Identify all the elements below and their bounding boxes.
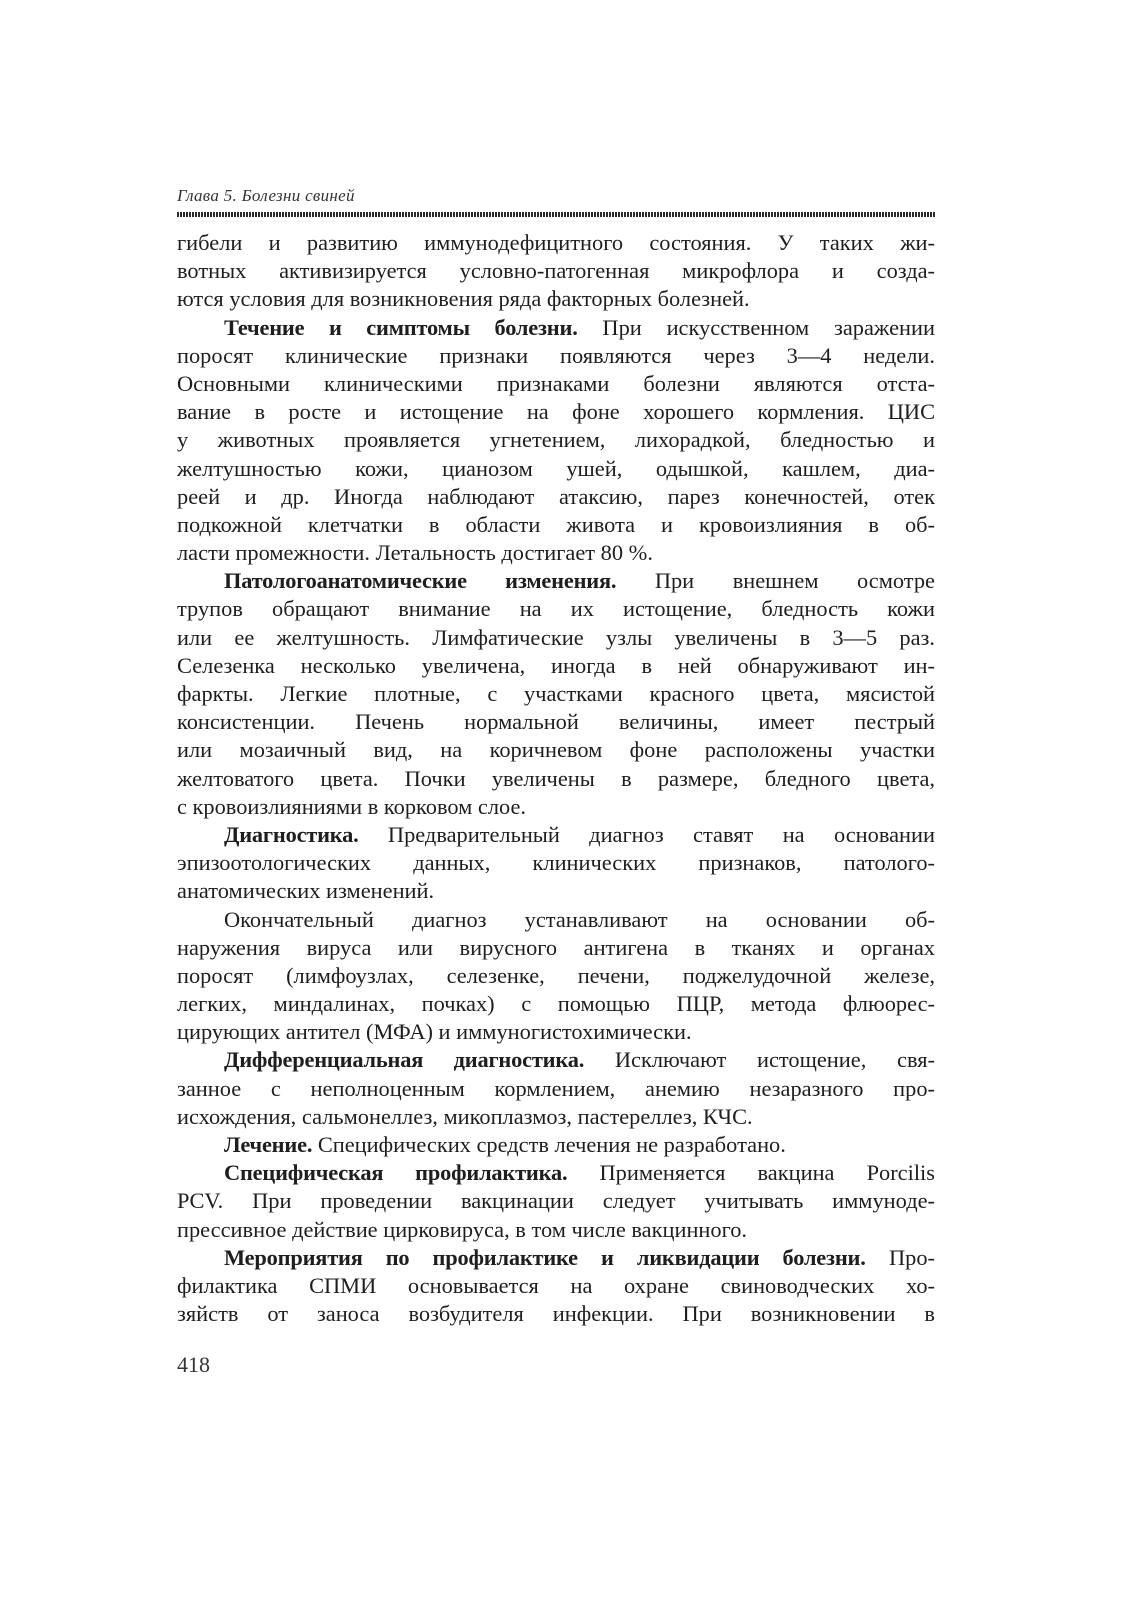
text-line: ются условия для возникновения ряда факторных болезней. [177, 286, 750, 312]
text-line: поросят (лимфоузлах, селезенке, печени, поджелудочной железе, [177, 962, 935, 988]
body-text [177, 229, 935, 1328]
section-heading-measures: Мероприятия по профилактике и ликвидации болезни. [224, 1244, 866, 1270]
section-heading-treatment: Лечение. [224, 1132, 313, 1157]
text-line: ласти промежности. Летальность достигает 80 %. [177, 540, 653, 566]
text-line: Течение и симптомы болезни. При искусственном заражении [224, 314, 935, 340]
text-line: Окончательный диагноз устанавливают на основании об- [224, 906, 935, 932]
text-line: эпизоотологических данных, клинических признаков, патолого- [177, 850, 935, 876]
text-line: или мозаичный вид, на коричневом фоне расположены участки [177, 737, 935, 763]
section-heading-prophylaxis: Специфическая профилактика. [224, 1160, 568, 1186]
text-line: Селезенка несколько увеличена, иногда в ней обнаруживают ин- [177, 652, 935, 678]
text-line: PCV. При проведении вакцинации следует учитывать иммуноде- [177, 1188, 935, 1214]
text-line: Дифференциальная диагностика. Исключают истощение, свя- [224, 1047, 935, 1073]
text-line: вание в росте и истощение на фоне хорошего кормления. ЦИС [177, 399, 935, 425]
text-line: желтоватого цвета. Почки увеличены в размере, бледного цвета, [177, 765, 935, 791]
text-line: Лечение. Специфических средств лечения не разработано. [224, 1132, 786, 1157]
section-heading-pathology: Патологоанатомические изменения. [224, 568, 617, 594]
text-line: анатомических изменений. [177, 878, 435, 904]
page-number: 418 [177, 1352, 210, 1377]
text-line: гибели и развитию иммунодефицитного состояния. У таких жи- [177, 230, 935, 255]
text-line: легких, миндалинах, почках) с помощью ПЦР, метода флюорес- [177, 991, 935, 1017]
text-line: занное с неполноценным кормлением, анемию незаразного про- [177, 1075, 935, 1101]
text-line: цирующих антител (МФА) и иммуногистохимически. [177, 1019, 692, 1045]
text-line: исхождения, сальмонеллез, микоплазмоз, пастереллез, КЧС. [177, 1103, 753, 1129]
running-head: Глава 5. Болезни свиней [177, 186, 355, 205]
text-line: трупов обращают внимание на их истощение, бледность кожи [177, 596, 935, 622]
text-line: у животных проявляется угнетением, лихорадкой, бледностью и [177, 427, 935, 453]
text-line: с кровоизлияниями в корковом слое. [177, 793, 527, 819]
text-line: Патологоанатомические изменения. При внешнем осмотре [224, 568, 935, 594]
header-rule [177, 212, 935, 217]
text-line: зяйств от заноса возбудителя инфекции. При возникновении в [177, 1301, 935, 1327]
text-line: Специфическая профилактика. Применяется вакцина Porcilis [224, 1160, 935, 1186]
section-heading-course: Течение и симптомы болезни. [224, 314, 578, 340]
text-line: вотных активизируется условно-патогенная микрофлора и созда- [177, 258, 935, 284]
text-line: Основными клиническими признаками болезни являются отста- [177, 370, 935, 396]
text-line: Диагностика. Предварительный диагноз ставят на основании [224, 821, 935, 847]
text-line: подкожной клетчатки в области живота и кровоизлияния в об- [177, 511, 935, 537]
text-line: желтушностью кожи, цианозом ушей, одышкой, кашлем, диа- [177, 455, 935, 481]
text-line: поросят клинические признаки появляются через 3—4 недели. [177, 342, 935, 368]
section-heading-differential: Дифференциальная диагностика. [224, 1047, 585, 1073]
text-line: или ее желтушность. Лимфатические узлы увеличены в 3—5 раз. [177, 624, 935, 650]
text-line: консистенции. Печень нормальной величины, имеет пестрый [177, 709, 935, 735]
text-line: реей и др. Иногда наблюдают атаксию, парез конечностей, отек [177, 483, 935, 509]
text-line: Мероприятия по профилактике и ликвидации болезни. Про- [224, 1244, 935, 1270]
text-line: фаркты. Легкие плотные, с участками красного цвета, мясистой [177, 681, 935, 706]
text-line: прессивное действие цирковируса, в том числе вакцинного. [177, 1216, 748, 1242]
text-line: наружения вируса или вирусного антигена в тканях и органах [177, 934, 935, 960]
text-line: филактика СПМИ основывается на охране свиноводческих хо- [177, 1272, 935, 1298]
section-heading-diagnostics: Диагностика. [224, 821, 359, 847]
